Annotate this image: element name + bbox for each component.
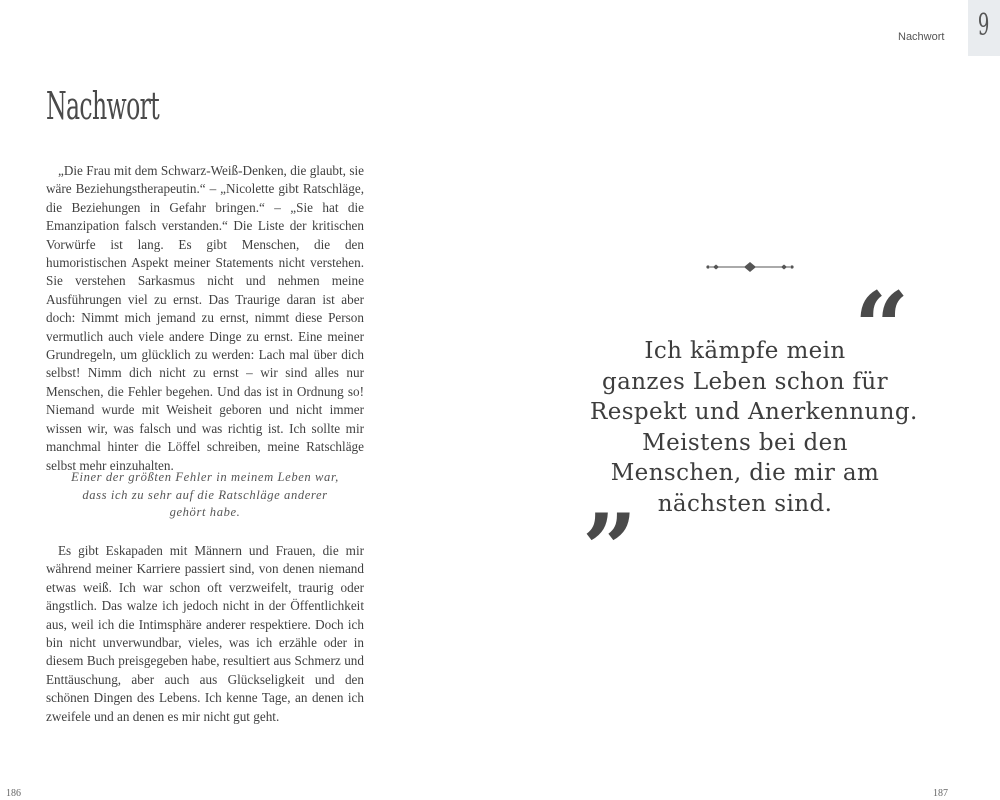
quote-line: Menschen, die mir am <box>610 460 880 486</box>
body-paragraph-2 <box>46 542 364 726</box>
quote-line: ganzes Leben schon für <box>601 368 889 395</box>
page-number: 187 <box>933 788 948 799</box>
right-page <box>500 0 1000 800</box>
close-quote-icon: ” <box>582 493 638 606</box>
pull-quote-line: Einer der größten Fehler in meinem Leben war, <box>71 470 339 484</box>
pull-quote-line: gehört habe. <box>169 505 241 520</box>
page-number: 186 <box>6 788 21 799</box>
divider-ornament-icon <box>704 260 796 274</box>
chapter-title: Nachwort <box>46 84 160 128</box>
running-header: Nachwort <box>898 31 945 43</box>
quote-line: Respekt und Anerkennung. <box>590 399 918 425</box>
paragraph-text: „Die Frau mit dem Schwarz-Weiß-Denken, die glaubt, sie wäre Beziehungstherapeutin.“ – „Nicolette gibt Ratschläge, die Beziehungen in Gefahr bringen.“ – „Sie hat die Emanzipation falsch verstanden.“ Die Liste der kritischen Vorwürfe ist lang. Es gibt Menschen, die den humoristischen Aspekt meiner Statements nicht verstehen. Sie verstehen Sarkasmus nicht und nehmen meine Ausführungen viel zu ernst. Das Traurige daran ist aber doch: Nimmt mich jemand zu ernst, nimmt diese Person vermutlich auch viele andere Dinge zu ernst. Eine meiner Grundregeln, um glücklich zu werden: Lach mal über dich selbst! Nimm dich nicht zu ernst – wir sind alles nur Menschen, die Fehler begehen. Und das ist in Ordnung so! Niemand wurde mit Weisheit geboren und nicht immer wissen wir, was falsch und was richtig ist. Ich sollte mir manchmal hinter die Löffel schreiben, meine Ratschläge selbst mehr einzuhalten. <box>46 163 364 473</box>
quote-line: nächsten sind. <box>657 490 833 517</box>
quote-line: Meistens bei den <box>642 429 848 456</box>
chapter-tab <box>968 0 1000 56</box>
inline-pull-quote <box>46 469 364 522</box>
pull-quote-line: dass ich zu sehr auf die Ratschläge anderer <box>82 487 328 502</box>
featured-quote <box>590 336 918 519</box>
open-quote-icon: “ <box>854 271 910 384</box>
body-paragraph-1 <box>46 162 364 475</box>
quote-line: Ich kämpfe mein <box>644 338 846 364</box>
chapter-number: 9 <box>978 8 990 43</box>
paragraph-text: Es gibt Eskapaden mit Männern und Frauen, die mir während meiner Karriere passiert sind, von denen niemand etwas weiß. Ich war schon oft verzweifelt, traurig oder ängstlich. Das walze ich jedoch nicht in der Öffentlichkeit aus, weil ich die Intimsphäre anderer respektiere. Doch ich bin nicht unverwundbar, vieles, was ich erzähle oder in diesem Buch preisgegeben habe, resultiert aus Schmerz und Enttäuschung, aber auch aus Glückseligkeit und den schönen Dingen des Lebens. Ich kenne Tage, an denen ich zweifele und an denen es mir nicht gut geht. <box>46 543 364 724</box>
